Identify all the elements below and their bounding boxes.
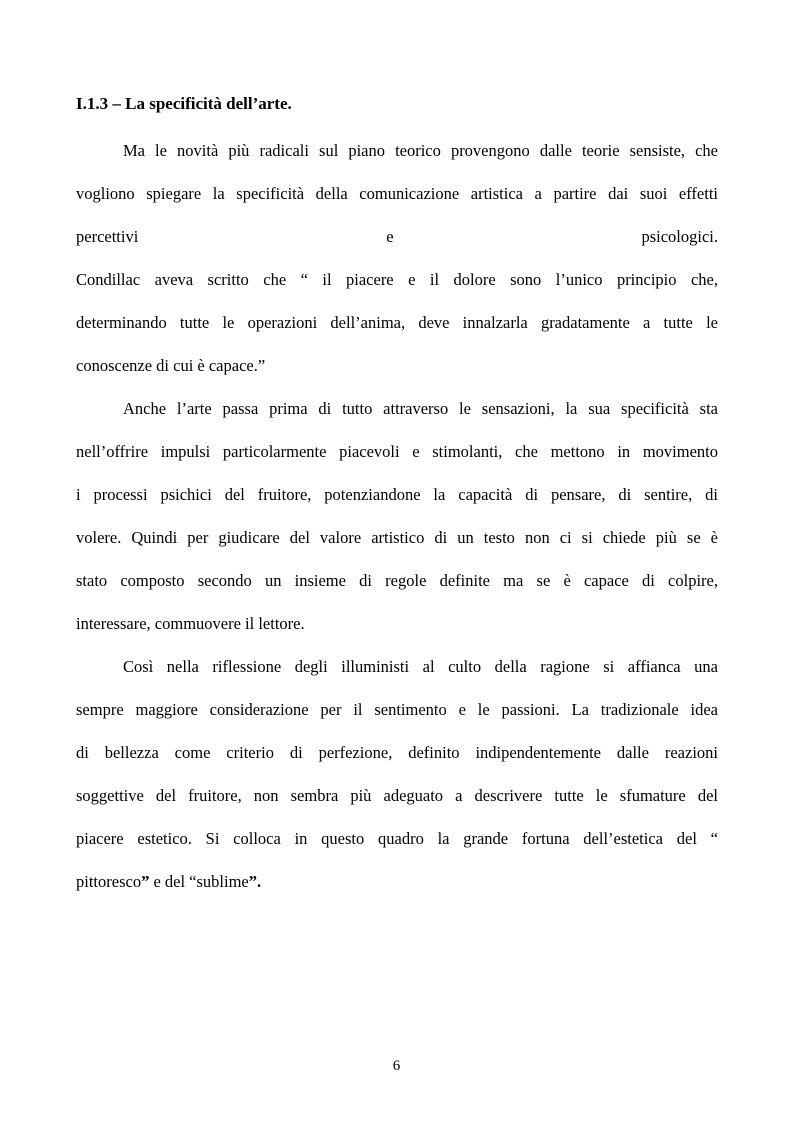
page-number: 6 [392, 1058, 401, 1074]
bold-quote: ” [141, 872, 150, 891]
bold-quote: ”. [248, 872, 262, 891]
text-fragment: pittoresco [76, 872, 142, 891]
text-line: percettivi e psicologici. [76, 227, 718, 246]
text-line: conoscenze di cui è capace.” [76, 356, 266, 375]
text-line: soggettive del fruitore, non sembra più adeguato a descrivere tutte le sfumature del [76, 786, 718, 805]
section-heading: I.1.3 – La specificità dell’arte. [76, 94, 292, 113]
text-line: stato composto secondo un insieme di regole definite ma se è capace di colpire, [76, 571, 718, 590]
text-line: volere. Quindi per giudicare del valore artistico di un testo non ci si chiede più se è [76, 528, 718, 547]
text-line: di bellezza come criterio di perfezione, definito indipendentemente dalle reazioni [76, 743, 718, 762]
text-line: i processi psichici del fruitore, potenziandone la capacità di pensare, di sentire, di [76, 485, 718, 504]
text-line: sempre maggiore considerazione per il sentimento e le passioni. La tradizionale idea [76, 700, 718, 719]
text-line: Condillac aveva scritto che “ il piacere e il dolore sono l’unico principio che, [76, 270, 718, 289]
text-line: interessare, commuovere il lettore. [76, 614, 305, 633]
text-line: Così nella riflessione degli illuministi al culto della ragione si affianca una [123, 657, 718, 676]
text-line-last [76, 870, 718, 894]
text-line: nell’offrire impulsi particolarmente piacevoli e stimolanti, che mettono in movimento [76, 442, 718, 461]
text-fragment: e del “sublime [149, 872, 249, 891]
text-line: Ma le novità più radicali sul piano teorico provengono dalle teorie sensiste, che [123, 141, 718, 160]
text-line: vogliono spiegare la specificità della comunicazione artistica a partire dai suoi effetti [76, 184, 718, 203]
text-line: piacere estetico. Si colloca in questo quadro la grande fortuna dell’estetica del “ [76, 829, 718, 848]
text-line: determinando tutte le operazioni dell’anima, deve innalzarla gradatamente a tutte le [76, 313, 718, 332]
text-line: Anche l’arte passa prima di tutto attraverso le sensazioni, la sua specificità sta [123, 399, 718, 418]
